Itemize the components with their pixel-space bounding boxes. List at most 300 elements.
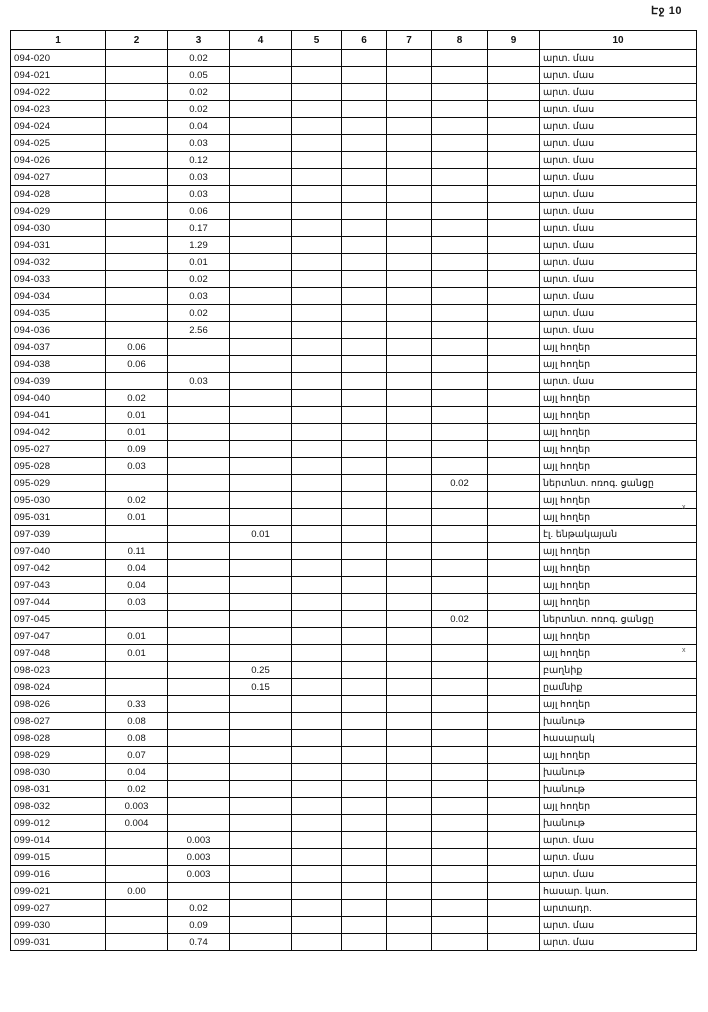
column-header-9: 9 [488,31,540,50]
cell-value-3: 0.03 [168,186,230,203]
table-row [11,169,697,186]
cell-value-3 [168,526,230,543]
cell-value-5 [292,492,342,509]
cell-value-9 [488,339,540,356]
table-row [11,866,697,883]
cell-value-9 [488,203,540,220]
cell-value-3 [168,662,230,679]
table-row [11,203,697,220]
cell-value-7 [387,866,432,883]
cell-value-4 [230,883,292,900]
cell-value-5 [292,543,342,560]
cell-value-2: 0.02 [106,390,168,407]
cell-value-9 [488,526,540,543]
cell-value-3 [168,339,230,356]
cell-value-3: 0.05 [168,67,230,84]
cell-parcel-code: 099-031 [11,934,106,951]
cell-description: արտ. մաս [540,866,697,883]
cell-value-3 [168,594,230,611]
cell-value-5 [292,934,342,951]
cell-value-3 [168,475,230,492]
table-row [11,407,697,424]
cell-value-8 [432,900,488,917]
cell-value-3 [168,441,230,458]
cell-value-8 [432,645,488,662]
cell-value-4 [230,67,292,84]
cell-value-5 [292,713,342,730]
cell-value-6 [342,441,387,458]
cell-parcel-code: 094-040 [11,390,106,407]
cell-value-9 [488,169,540,186]
cell-value-9 [488,50,540,67]
cell-value-6 [342,271,387,288]
cell-value-4 [230,458,292,475]
cell-value-3: 0.74 [168,934,230,951]
cell-value-6 [342,866,387,883]
cell-value-2: 0.02 [106,781,168,798]
cell-value-8 [432,424,488,441]
cell-value-4 [230,322,292,339]
cell-parcel-code: 097-048 [11,645,106,662]
cell-value-5 [292,764,342,781]
table-row [11,475,697,492]
cell-value-8 [432,254,488,271]
cell-value-3: 0.003 [168,866,230,883]
cell-value-9 [488,934,540,951]
table-row [11,220,697,237]
cell-value-6 [342,254,387,271]
cell-parcel-code: 095-031 [11,509,106,526]
cell-value-3: 0.02 [168,900,230,917]
cell-value-6 [342,356,387,373]
cell-value-8 [432,679,488,696]
cell-parcel-code: 094-030 [11,220,106,237]
cell-value-6 [342,611,387,628]
cell-value-6 [342,339,387,356]
table-row [11,577,697,594]
cell-value-2 [106,832,168,849]
cell-value-8 [432,407,488,424]
cell-parcel-code: 099-012 [11,815,106,832]
cell-value-4 [230,135,292,152]
cell-value-9 [488,492,540,509]
cell-value-7 [387,458,432,475]
cell-description: արտ. մաս [540,934,697,951]
cell-parcel-code: 094-031 [11,237,106,254]
cell-value-6 [342,475,387,492]
cell-value-9 [488,696,540,713]
cell-parcel-code: 094-029 [11,203,106,220]
table-body [11,50,697,951]
land-registry-table [10,30,697,951]
cell-value-6 [342,594,387,611]
cell-value-3: 2.56 [168,322,230,339]
cell-parcel-code: 099-015 [11,849,106,866]
cell-value-7 [387,628,432,645]
cell-description: արտ. մաս [540,50,697,67]
cell-value-9 [488,594,540,611]
cell-description: արտադր. [540,900,697,917]
cell-value-4 [230,356,292,373]
column-header-3: 3 [168,31,230,50]
cell-description: արտ. մաս [540,237,697,254]
table-row [11,645,697,662]
cell-value-9 [488,662,540,679]
cell-value-7 [387,407,432,424]
cell-value-9 [488,152,540,169]
cell-value-6 [342,84,387,101]
cell-value-5 [292,288,342,305]
cell-value-4 [230,611,292,628]
cell-value-5 [292,645,342,662]
cell-value-4 [230,696,292,713]
cell-value-8 [432,135,488,152]
table-row [11,747,697,764]
cell-value-2 [106,866,168,883]
table-row [11,849,697,866]
cell-value-5 [292,917,342,934]
cell-description: ներտնտ. ոռոգ. ցանցը [540,475,697,492]
cell-parcel-code: 095-030 [11,492,106,509]
cell-value-5 [292,458,342,475]
cell-value-8 [432,169,488,186]
table-row [11,288,697,305]
cell-value-9 [488,900,540,917]
cell-value-5 [292,407,342,424]
cell-value-3 [168,883,230,900]
cell-value-5 [292,441,342,458]
cell-value-3: 0.003 [168,832,230,849]
cell-value-9 [488,220,540,237]
cell-value-7 [387,577,432,594]
cell-value-8 [432,747,488,764]
cell-value-8 [432,526,488,543]
cell-value-8 [432,237,488,254]
cell-value-5 [292,662,342,679]
cell-value-9 [488,101,540,118]
cell-value-2 [106,305,168,322]
cell-value-4 [230,441,292,458]
cell-value-7 [387,798,432,815]
cell-description: այլ հողեր [540,628,697,645]
cell-value-3 [168,696,230,713]
margin-annotations [680,0,708,1012]
cell-value-6 [342,458,387,475]
cell-value-9 [488,135,540,152]
cell-value-6 [342,849,387,866]
cell-value-8 [432,543,488,560]
cell-value-4 [230,186,292,203]
cell-value-9 [488,67,540,84]
cell-value-3 [168,747,230,764]
cell-value-3 [168,577,230,594]
cell-value-8 [432,390,488,407]
table-row [11,50,697,67]
land-registry-table-container [10,30,696,951]
cell-value-4 [230,781,292,798]
cell-value-5 [292,815,342,832]
cell-value-7 [387,492,432,509]
cell-value-5 [292,747,342,764]
table-row [11,526,697,543]
cell-value-2 [106,50,168,67]
cell-value-8 [432,577,488,594]
cell-parcel-code: 099-030 [11,917,106,934]
cell-parcel-code: 097-043 [11,577,106,594]
cell-value-5 [292,628,342,645]
cell-description: արտ. մաս [540,373,697,390]
cell-value-9 [488,271,540,288]
cell-value-9 [488,764,540,781]
cell-value-8 [432,764,488,781]
cell-value-5 [292,424,342,441]
table-row [11,152,697,169]
cell-value-9 [488,747,540,764]
cell-parcel-code: 097-044 [11,594,106,611]
cell-value-3: 0.12 [168,152,230,169]
cell-value-7 [387,424,432,441]
cell-value-4 [230,152,292,169]
cell-description: արտ. մաս [540,849,697,866]
cell-value-5 [292,781,342,798]
cell-value-6 [342,220,387,237]
column-header-6: 6 [342,31,387,50]
cell-value-5 [292,356,342,373]
cell-value-6 [342,373,387,390]
cell-value-3 [168,713,230,730]
cell-value-7 [387,815,432,832]
cell-value-3: 0.003 [168,849,230,866]
table-row [11,611,697,628]
cell-value-8 [432,917,488,934]
cell-value-3: 0.03 [168,135,230,152]
cell-value-7 [387,900,432,917]
cell-value-7 [387,186,432,203]
cell-value-8 [432,832,488,849]
cell-description: արտ. մաս [540,917,697,934]
table-row [11,594,697,611]
cell-value-7 [387,373,432,390]
cell-value-2: 0.01 [106,628,168,645]
cell-parcel-code: 094-039 [11,373,106,390]
cell-value-5 [292,798,342,815]
cell-parcel-code: 094-027 [11,169,106,186]
table-row [11,237,697,254]
cell-description: այլ հողեր [540,339,697,356]
cell-value-4 [230,798,292,815]
cell-value-2 [106,169,168,186]
cell-value-9 [488,611,540,628]
cell-value-3: 0.04 [168,118,230,135]
cell-value-5 [292,594,342,611]
cell-value-7 [387,305,432,322]
cell-value-4 [230,645,292,662]
cell-description: խանութ [540,815,697,832]
cell-value-6 [342,577,387,594]
cell-value-2 [106,475,168,492]
cell-value-8 [432,220,488,237]
cell-value-3: 0.02 [168,271,230,288]
cell-value-7 [387,390,432,407]
cell-value-4 [230,50,292,67]
cell-value-4: 0.15 [230,679,292,696]
cell-value-3 [168,628,230,645]
cell-value-5 [292,832,342,849]
cell-value-6 [342,288,387,305]
cell-value-5 [292,509,342,526]
cell-value-2: 0.03 [106,594,168,611]
cell-value-8 [432,560,488,577]
cell-value-2 [106,322,168,339]
cell-value-9 [488,832,540,849]
cell-description: արտ. մաս [540,169,697,186]
cell-value-9 [488,645,540,662]
cell-value-7 [387,781,432,798]
column-header-5: 5 [292,31,342,50]
cell-value-9 [488,305,540,322]
cell-parcel-code: 094-025 [11,135,106,152]
cell-parcel-code: 098-024 [11,679,106,696]
cell-value-8 [432,662,488,679]
table-row [11,135,697,152]
cell-description: ըամնիք [540,679,697,696]
cell-value-7 [387,679,432,696]
cell-value-5 [292,475,342,492]
table-row [11,492,697,509]
cell-value-7 [387,560,432,577]
margin-mark-1: x [682,504,686,511]
cell-value-6 [342,152,387,169]
cell-parcel-code: 095-028 [11,458,106,475]
cell-value-6 [342,390,387,407]
cell-value-3 [168,458,230,475]
cell-parcel-code: 094-020 [11,50,106,67]
table-row [11,917,697,934]
cell-value-4 [230,900,292,917]
table-row [11,509,697,526]
cell-parcel-code: 094-042 [11,424,106,441]
cell-description: արտ. մաս [540,254,697,271]
cell-parcel-code: 094-036 [11,322,106,339]
cell-value-5 [292,135,342,152]
cell-value-3: 0.02 [168,305,230,322]
cell-value-4 [230,118,292,135]
cell-value-9 [488,815,540,832]
cell-value-3: 0.09 [168,917,230,934]
cell-parcel-code: 098-030 [11,764,106,781]
cell-description: այլ հողեր [540,441,697,458]
cell-value-8 [432,781,488,798]
cell-value-8 [432,492,488,509]
table-row [11,781,697,798]
cell-value-5 [292,611,342,628]
cell-value-8 [432,883,488,900]
cell-value-9 [488,730,540,747]
cell-value-9 [488,628,540,645]
cell-value-4 [230,815,292,832]
cell-value-8 [432,798,488,815]
cell-value-3 [168,679,230,696]
cell-value-9 [488,254,540,271]
cell-value-5 [292,254,342,271]
cell-value-6 [342,900,387,917]
cell-value-8 [432,441,488,458]
cell-value-2: 0.01 [106,509,168,526]
cell-value-6 [342,815,387,832]
cell-description: այլ հողեր [540,594,697,611]
cell-description: այլ հողեր [540,696,697,713]
table-row [11,373,697,390]
table-row [11,764,697,781]
cell-value-9 [488,424,540,441]
cell-parcel-code: 097-042 [11,560,106,577]
cell-value-8 [432,815,488,832]
cell-value-5 [292,50,342,67]
cell-value-4 [230,764,292,781]
cell-value-7 [387,475,432,492]
cell-description: այլ հողեր [540,747,697,764]
cell-value-6 [342,543,387,560]
table-row [11,441,697,458]
cell-value-5 [292,849,342,866]
cell-value-6 [342,662,387,679]
cell-value-7 [387,713,432,730]
cell-value-8 [432,203,488,220]
cell-description: արտ. մաս [540,84,697,101]
cell-value-7 [387,441,432,458]
cell-value-7 [387,509,432,526]
table-row [11,730,697,747]
column-header-2: 2 [106,31,168,50]
cell-value-4: 0.01 [230,526,292,543]
cell-value-7 [387,883,432,900]
cell-value-4 [230,84,292,101]
cell-value-8 [432,101,488,118]
cell-value-3: 0.06 [168,203,230,220]
cell-value-9 [488,288,540,305]
table-row [11,356,697,373]
cell-parcel-code: 095-029 [11,475,106,492]
cell-description: այլ հողեր [540,577,697,594]
cell-value-2: 0.04 [106,560,168,577]
cell-value-2: 0.08 [106,730,168,747]
cell-parcel-code: 097-045 [11,611,106,628]
cell-value-9 [488,407,540,424]
cell-value-9 [488,543,540,560]
cell-value-6 [342,526,387,543]
cell-value-4 [230,594,292,611]
cell-value-4 [230,577,292,594]
cell-value-9 [488,577,540,594]
cell-value-2 [106,67,168,84]
table-row [11,390,697,407]
cell-value-3: 0.03 [168,373,230,390]
cell-description: այլ հողեր [540,798,697,815]
cell-value-9 [488,560,540,577]
cell-parcel-code: 094-026 [11,152,106,169]
cell-parcel-code: 097-040 [11,543,106,560]
cell-value-4 [230,424,292,441]
table-row [11,883,697,900]
table-row [11,628,697,645]
cell-value-5 [292,577,342,594]
table-row [11,84,697,101]
table-row [11,458,697,475]
cell-value-9 [488,322,540,339]
cell-value-7 [387,645,432,662]
cell-value-8 [432,339,488,356]
cell-value-3 [168,781,230,798]
